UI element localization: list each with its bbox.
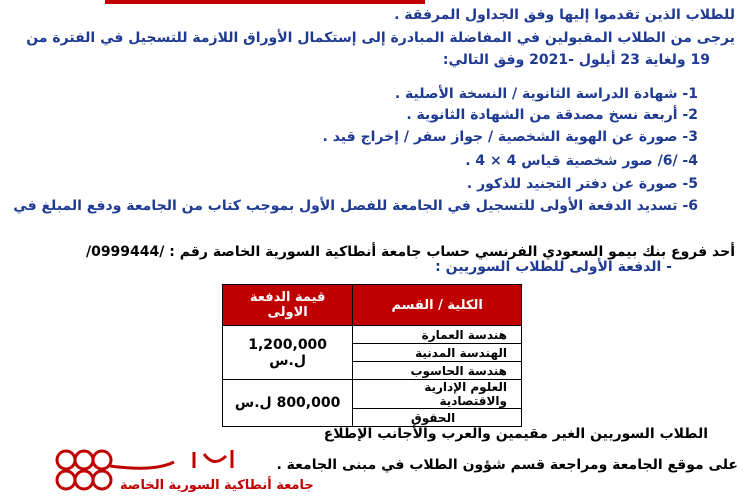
amount-cell: 800,000 ل.س bbox=[223, 380, 353, 427]
requirement-1: 1- شهادة الدراسة الثانوية / النسخة الأصلية . bbox=[394, 86, 698, 102]
faculty-cell: العلوم الإدارية والاقتصادية bbox=[353, 380, 522, 409]
requirement-6: 6- تسديد الدفعة الأولى للتسجيل في الجامعة للفصل الأول بموجب كتاب من الجامعة ودفع المبلغ في bbox=[13, 198, 698, 214]
faculty-cell: هندسة العمارة bbox=[353, 326, 522, 344]
intro-line-3: 19 ولغاية 23 أيلول -2021 وفق التالي: bbox=[442, 52, 710, 68]
amount-cell: 1,200,000 ل.س bbox=[223, 326, 353, 380]
faculty-cell: الحقوق bbox=[353, 409, 522, 427]
intro-line-2: يرجى من الطلاب المقبولين في المفاضلة المبادرة إلى إستكمال الأوراق اللازمة للتسجيل في الفترة من bbox=[26, 30, 735, 46]
faculty-cell: الهندسة المدنية bbox=[353, 344, 522, 362]
logo-caption: جامعة أنطاكية السورية الخاصة bbox=[120, 478, 314, 493]
requirement-5: 5- صورة عن دفتر التجنيد للذكور . bbox=[466, 176, 698, 192]
first-payment-heading: - الدفعة الأولى للطلاب السوريين : bbox=[435, 259, 672, 275]
faculty-cell: هندسة الحاسوب bbox=[353, 362, 522, 380]
top-red-bar bbox=[105, 0, 425, 4]
fee-table-header-amount: قيمة الدفعة الاولى bbox=[223, 285, 353, 326]
requirement-2: 2- أربعة نسخ مصدقة من الشهادة الثانوية . bbox=[406, 107, 698, 123]
requirement-4: 4- /6/ صور شخصية قياس 4 × 4 . bbox=[465, 153, 698, 169]
fee-table bbox=[222, 284, 522, 427]
fee-table-header-faculty: الكلية / القسم bbox=[353, 285, 522, 326]
intro-line-1: للطلاب الذين تقدموا إليها وفق الجداول المرفقة . bbox=[394, 7, 735, 23]
requirement-3: 3- صورة عن الهوية الشخصية / جواز سفر / إخراج قيد . bbox=[322, 129, 698, 145]
non-syrian-students-line: الطلاب السوريين الغير مقيمين والعرب والأجانب الإطلاع bbox=[323, 426, 708, 442]
bottom-instruction-line: على موقع الجامعة ومراجعة قسم شؤون الطلاب في مبنى الجامعة . bbox=[276, 457, 738, 473]
requirement-6-bank: أحد فروع بنك بيمو السعودي الفرنسي حساب جامعة أنطاكية السورية الخاصة رقم : /0999444/ bbox=[85, 244, 735, 260]
